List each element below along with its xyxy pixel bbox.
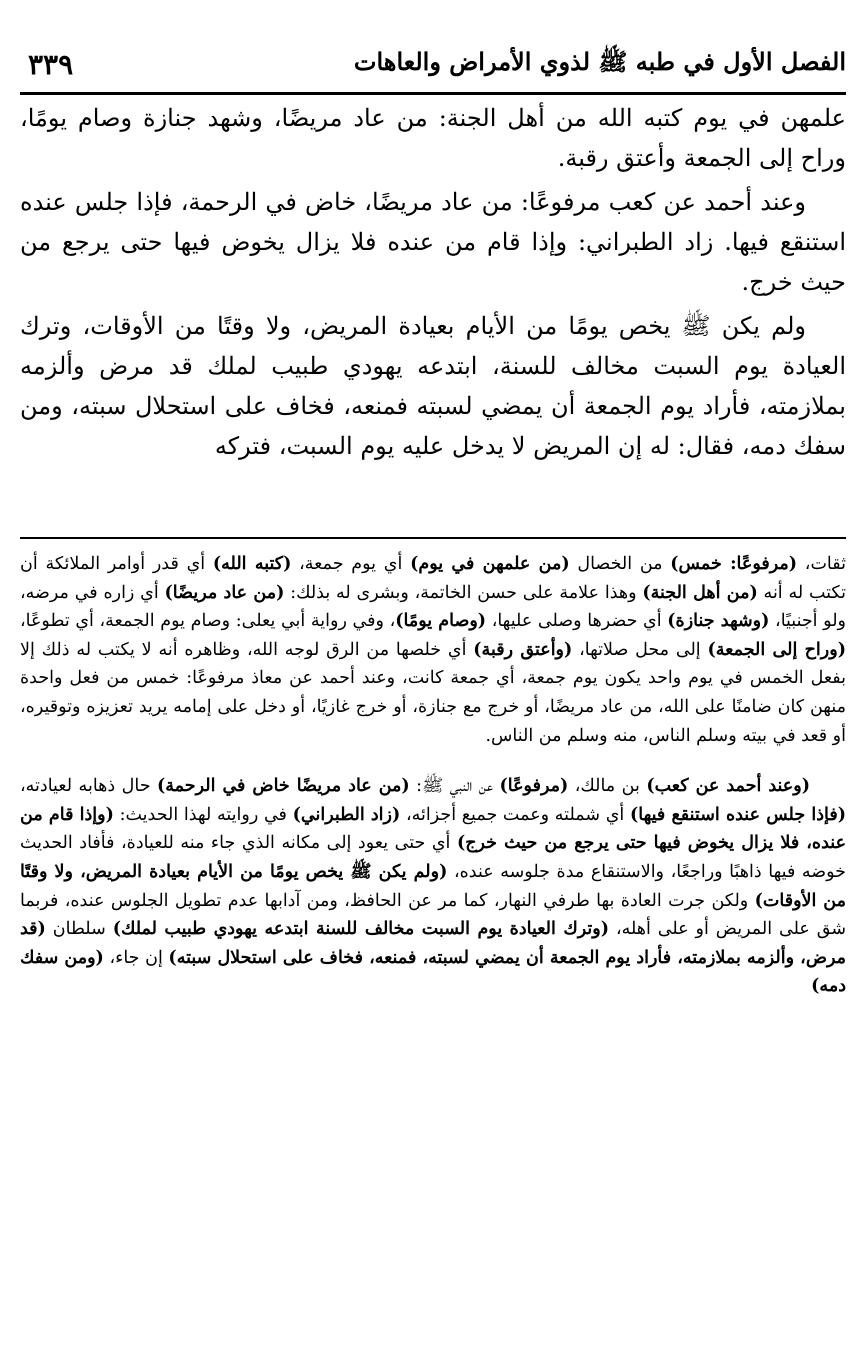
commentary-text: ، وفي رواية أبي يعلى: وصام يوم الجمعة، أي تطوعًا، [20, 611, 396, 632]
commentary-text: بن مالك، [568, 776, 647, 797]
commentary-text: سلطان [45, 919, 113, 940]
commentary [20, 550, 846, 1001]
quoted-text: (من أهل الجنة) [642, 582, 758, 603]
quoted-text: (مرفوعًا) [499, 776, 569, 797]
quoted-text: (قد مرض، وألزمه بملازمته، فأراد يوم الجمعة أن يمضي لسبته، فمنعه، فخاف على استحلال سبته) [20, 919, 846, 968]
main-paragraph-1: علمهن في يوم كتبه الله من أهل الجنة: من عاد مريضًا، وشهد جنازة وصام يومًا، وراح إلى الجمعة وأعتق رقبة. [20, 104, 846, 172]
quoted-text: (وأعتق رقبة) [473, 639, 573, 660]
quoted-text: (فإذا جلس عنده استنقع فيها) [629, 804, 846, 825]
commentary-paragraph-1 [20, 550, 846, 750]
commentary-text: إن جاء، [103, 947, 169, 968]
quoted-text: (كتبه الله) [212, 554, 292, 574]
quoted-text: (وترك العيادة يوم السبت مخالف للسنة ابتدعه يهودي طبيب لملك) [112, 919, 610, 940]
commentary-text: ثقات، [797, 554, 846, 574]
commentary-text: أي خلصها من الرق لوجه الله، وظاهره أنه لا يكتب له ذلك إلا بفعل الخمس في يوم واحد يكون يوم جمعة، أي جمعة كانت، وعند أحمد عن معاذ مرفوعًا: خمس من فعل واحدة منهن كان ضامنًا على الله، من عاد مريضًا، أو خرج مع جنازة، أو خرج غازيًا، أو دخل على إمامه يريد تعزيزه وتوقيره، أو قعد في بيته وسلم الناس، منه وسلم من الناس. [20, 639, 846, 746]
commentary-text: أي قدر أوامر الملائكة أن تكتب له أنه [20, 554, 846, 603]
page-number: ٣٣٩ [28, 47, 74, 81]
commentary-text: وهذا علامة على حسن الخاتمة، وبشرى له بذلك: [284, 582, 643, 603]
commentary-paragraph-2 [20, 772, 846, 1001]
commentary-text: حال ذهابه لعيادته، [20, 776, 157, 797]
quoted-text: (ولم يكن ﷺ يخص يومًا من الأيام بعيادة المريض، ولا وقتًا من الأوقات) [20, 861, 846, 911]
quoted-text: (من علمهن في يوم) [410, 554, 570, 574]
footnote-divider [20, 537, 846, 539]
commentary-text: أي يوم جمعة، [291, 554, 411, 574]
quoted-text: (مرفوعًا: خمس) [670, 554, 798, 574]
quoted-text: (من عاد مريضًا خاض في الرحمة) [157, 776, 410, 797]
running-title: الفصل الأول في طبه ﷺ لذوي الأمراض والعاهات [353, 46, 846, 76]
commentary-text: إلى محل صلاتها، [572, 639, 708, 660]
quoted-text: (ومن سفك دمه) [20, 947, 846, 997]
commentary-text: من الخصال [569, 554, 671, 574]
main-text [20, 98, 846, 470]
quoted-text: (وعند أحمد عن كعب) [646, 776, 810, 797]
commentary-text: أي حتى يعود إلى مكانه الذي جاء منه للعيادة، فأفاد الحديث خوضه فيها ذاهبًا وراجعًا، والاستنقاع مدة جلوسه عنده، [20, 833, 846, 882]
quoted-text: (وإذا قام من عنده، فلا يزال يخوض فيها حتى يرجع من حيث خرج) [20, 804, 847, 854]
quoted-text: (وصام يومًا) [395, 611, 487, 632]
quoted-text: (وشهد جنازة) [667, 611, 770, 632]
commentary-text: أي زاره في مرضه، ولو أجنبيًا، [20, 582, 846, 632]
main-paragraph-3: ولم يكن ﷺ يخص يومًا من الأيام بعيادة المريض، ولا وقتًا من الأوقات، وترك العيادة يوم السبت مخالف للسنة، ابتدعه يهودي طبيب لملك قد مرض وألزمه بملازمته، فأراد يوم الجمعة أن يمضي لسبته فمنعه، فخاف على استحلال سبته، ومن سفك دمه، فقال: له إن المريض لا يدخل عليه يوم السبت، فتركه [20, 312, 846, 460]
commentary-text: أي شملته وعمت جميع أجزائه، [400, 804, 630, 825]
commentary-text: أي حضرها وصلى عليها، [486, 611, 668, 632]
commentary-text: عن النبي ﷺ: [409, 776, 500, 797]
page-header [20, 36, 846, 95]
commentary-text: ولكن جرت العادة بها طرفي النهار، كما مر عن الحافظ، ومن آدابها عدم تطويل الجلوس عنده، فربما شق على المريض أو على أهله، [20, 890, 846, 940]
quoted-text: (وراح إلى الجمعة) [707, 639, 846, 660]
quoted-text: (زاد الطبراني) [292, 804, 401, 825]
commentary-text: في روايته لهذا الحديث: [113, 804, 293, 825]
quoted-text: (من عاد مريضًا) [164, 582, 285, 603]
main-paragraph-2: وعند أحمد عن كعب مرفوعًا: من عاد مريضًا، خاض في الرحمة، فإذا جلس عنده استنقع فيها. زاد الطبراني: وإذا قام من عنده فلا يزال يخوض فيها حتى يرجع من حيث خرج. [20, 188, 846, 296]
